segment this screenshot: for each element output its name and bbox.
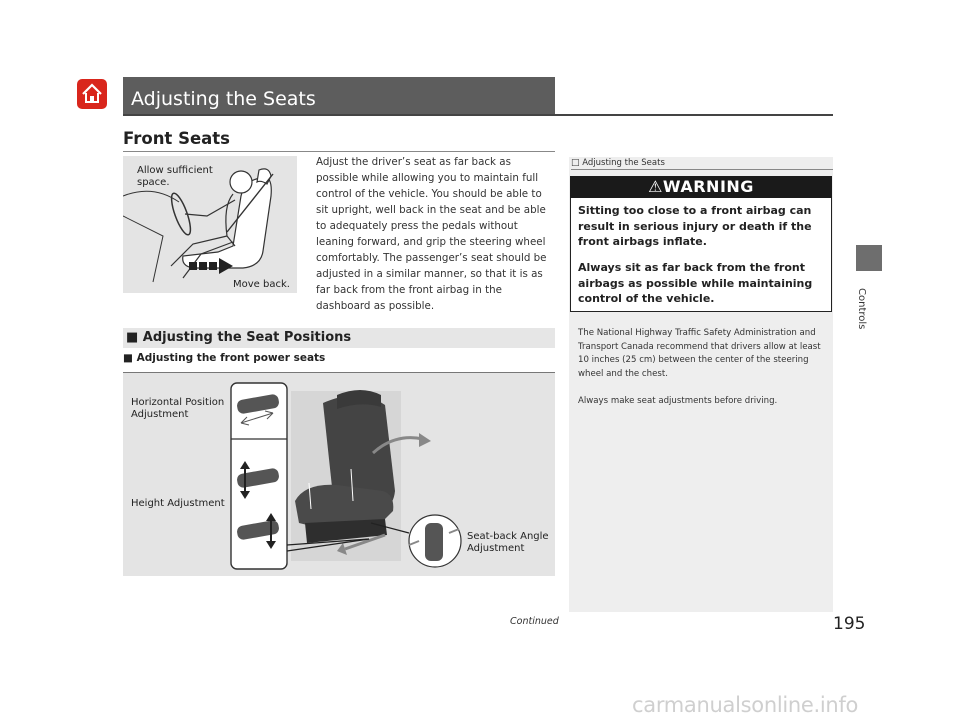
chapter-tab-label: Controls	[856, 288, 867, 330]
sidebar-note-2: Always make seat adjustments before driving.	[578, 396, 778, 406]
label-seatback-adjustment: Seat-back Angle Adjustment	[467, 531, 549, 554]
chapter-tab[interactable]	[856, 245, 882, 271]
subheading: ■ Adjusting the Seat Positions	[126, 330, 352, 345]
sidebar-note-1: The National Highway Traffic Safety Administration and Transport Canada recommend that drivers allow at least 10 inches (25 cm) between the center of the steering wheel and the chest.	[578, 328, 821, 379]
page-number: 195	[833, 614, 866, 634]
reference-icon: □	[571, 158, 580, 168]
home-icon	[77, 79, 107, 109]
page-title: Adjusting the Seats	[131, 88, 316, 110]
sidebar-heading: □ Adjusting the Seats	[571, 158, 665, 168]
sidebar-rule	[571, 169, 833, 170]
label-height-adjustment: Height Adjustment	[131, 498, 225, 509]
section-heading: Front Seats	[123, 129, 230, 148]
sub-subheading: ■ Adjusting the front power seats	[123, 352, 326, 364]
home-button[interactable]	[77, 79, 107, 109]
watermark: carmanualsonline.info	[632, 693, 859, 717]
warning-title: ⚠WARNING	[570, 176, 832, 198]
warning-paragraph-2: Always sit as far back from the front airbags as possible while maintaining control of the vehicle.	[578, 261, 813, 305]
warning-paragraph-1: Sitting too close to a front airbag can result in serious injury or death if the front airbags inflate.	[578, 204, 812, 248]
label-horizontal-adjustment: Horizontal Position Adjustment	[131, 397, 225, 420]
continued-label: Continued	[510, 616, 559, 627]
figure-label-move-back: Move back.	[233, 279, 290, 290]
title-rule	[123, 114, 833, 116]
body-paragraph: Adjust the driver’s seat as far back as possible while allowing you to maintain full control of the vehicle. You should be able to sit upright, well back in the seat and be able to adequately press the pedals without leaning forward, and grip the steering wheel comfortably. The passenger’s seat should be adjusted in a similar manner, so that it is as far back from the front airbag in the dashboard as possible.	[316, 156, 547, 312]
figure-label-space: Allow sufficient space.	[137, 165, 213, 188]
section-rule	[123, 151, 555, 152]
warning-triangle-icon: ⚠	[648, 177, 663, 196]
